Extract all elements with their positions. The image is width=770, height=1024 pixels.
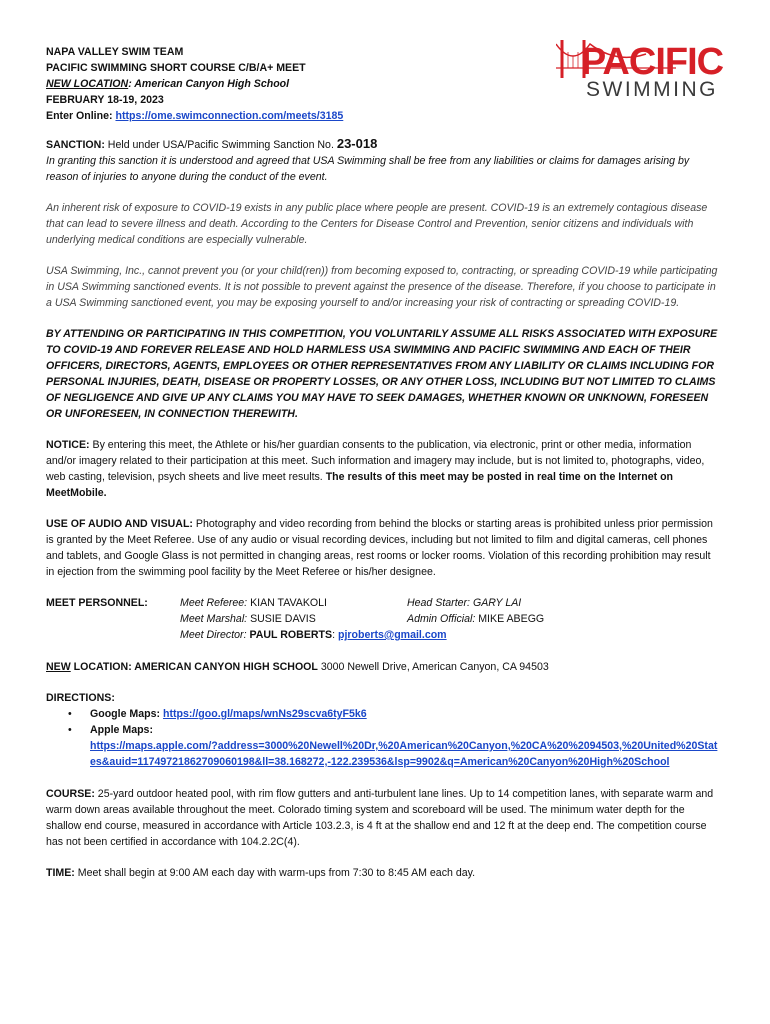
location-section (46, 659, 718, 675)
course-section (46, 786, 718, 850)
time-label: TIME: (46, 867, 75, 879)
directions-list (46, 706, 718, 770)
new-location-line (46, 76, 526, 92)
meet-title: PACIFIC SWIMMING SHORT COURSE C/B/A+ MEET (46, 62, 306, 74)
audio-visual-label: USE OF AUDIO AND VISUAL: (46, 518, 193, 530)
location-label: LOCATION: AMERICAN CANYON HIGH SCHOOL (70, 661, 318, 673)
notice-label: NOTICE: (46, 439, 90, 451)
starter-role: Head Starter: (407, 597, 473, 609)
meet-dates: FEBRUARY 18-19, 2023 (46, 94, 164, 106)
notice-section (46, 437, 718, 501)
covid-paragraph-1: An inherent risk of exposure to COVID-19 exists in any public place where people are present. COVID-19 is an extremely contagious disease that can lead to severe illness and death. According to the Centers for Disease Control and Prevention, senior citizens and individuals with underlying medical conditions are especially vulnerable. (46, 202, 708, 246)
notice-bold-text: The results of this meet may be posted in real time on the Internet on MeetMobile. (46, 471, 674, 499)
time-section (46, 865, 718, 881)
sanction-section (46, 136, 718, 185)
referee-name: KIAN TAVAKOLI (250, 597, 328, 609)
logo-pacific-text: PACIFIC (580, 41, 724, 83)
marshal-role: Meet Marshal: (180, 613, 251, 625)
directions-label: DIRECTIONS: (46, 692, 115, 704)
course-text: 25-yard outdoor heated pool, with rim flow gutters and anti-turbulent lane lines. Up to 14 competition lanes, with separate warm and warm down areas available throughout the meet. Colorado timing system and scoreboard will be used. The minimum water depth for the shallow end course, measured in accordance with Article 103.2.3, is 4 ft at the shallow end and 12 ft at the deep end. The competition course has not been certified in accordance with 104.2.2C(4). (46, 788, 714, 848)
admin-name: MIKE ABEGG (478, 613, 545, 625)
meet-header (46, 44, 526, 124)
course-label: COURSE: (46, 788, 95, 800)
covid-waiver: BY ATTENDING OR PARTICIPATING IN THIS COMPETITION, YOU VOLUNTARILY ASSUME ALL RISKS ASSOCIATED WITH EXPOSURE TO COVID-19 AND FOREVER RELEASE AND HOLD HARMLESS USA SWIMMING AND PACIFIC SWIMMING AND EACH OF THEIR OFFICERS, DIRECTORS, AGENTS, EMPLOYEES OR OTHER REPRESENTATIVES FROM ANY LIABILITY OR CLAIMS INCLUDING FOR PERSONAL INJURIES, DEATH, DISEASE OR PROPERTY LOSSES, OR ANY OTHER LOSS, INCLUDING BUT NOT LIMITED TO CLAIMS OF NEGLIGENCE AND GIVE UP ANY CLAIMS YOU MAY HAVE TO SEEK DAMAGES, WHETHER KNOWN OR UNKNOWN, FORESEEN OR UNFORESEEN, IN CONNECTION THEREWITH. (46, 328, 718, 420)
team-name: NAPA VALLEY SWIM TEAM (46, 46, 184, 58)
apple-maps-link[interactable]: https://maps.apple.com/?address=3000%20Newell%20Dr,%20American%20Canyon,%20CA%20%2094503,%20United%20States&auid=11749721862709060198&ll=38.168272,-122.239536&lsp=9902&q=American%20Canyon%20High%20School (90, 740, 718, 768)
new-location-label: NEW LOCATION (46, 78, 129, 90)
directions-section (46, 690, 718, 770)
logo-swimming-text: SWIMMING (586, 78, 718, 101)
meet-personnel (46, 595, 718, 643)
time-text: Meet shall begin at 9:00 AM each day with warm-ups from 7:30 to 8:45 AM each day. (74, 867, 476, 879)
directions-apple-item (90, 722, 718, 770)
starter-name: GARY LAI (472, 597, 522, 609)
director-email-link[interactable]: pjroberts@gmail.com (337, 629, 447, 641)
sanction-text: Held under USA/Pacific Swimming Sanction No. (104, 139, 337, 151)
marshal-name: SUSIE DAVIS (250, 613, 316, 625)
location-new: NEW (46, 661, 71, 673)
google-maps-link[interactable]: https://goo.gl/maps/wnNs29scva6tyF5k6 (162, 708, 367, 720)
location-address: 3000 Newell Drive, American Canyon, CA 94503 (317, 661, 549, 673)
admin-role: Admin Official: (407, 613, 479, 625)
sanction-statement: In granting this sanction it is understood and agreed that USA Swimming shall be free from any liabilities or claims for damages arising by reason of injuries to anyone during the conduct of the event. (46, 155, 690, 183)
enter-online-link[interactable]: https://ome.swimconnection.com/meets/3185 (115, 110, 344, 122)
sanction-number: 23-018 (336, 136, 378, 151)
notice-text: By entering this meet, the Athlete or his/her guardian consents to the publication, via electronic, print or other media, information and/or imagery related to their participation at this meet. Such information and imagery may include, but is not limited to, photographs, video, web casting, television, psych sheets and live meet results. (46, 439, 705, 483)
audio-visual-section (46, 516, 718, 580)
personnel-label: MEET PERSONNEL: (46, 597, 148, 609)
directions-google-item (90, 706, 718, 722)
enter-online-label: Enter Online: (46, 110, 116, 122)
sanction-label: SANCTION: (46, 139, 105, 151)
audio-visual-text: Photography and video recording from behind the blocks or starting areas is prohibited unless prior permission is granted by the Meet Referee. Use of any audio or visual recording devices, including but not limited to film and digital cameras, cell phones and tablets, and Google Glass is not permitted in changing areas, rest rooms or locker rooms. Violation of this recording prohibition may result in ejection from the swimming pool facility by the Meet Referee or his/her designee. (46, 518, 713, 578)
director-name: PAUL ROBERTS (249, 629, 333, 641)
pacific-swimming-logo (556, 38, 732, 102)
new-location-value: : American Canyon High School (128, 78, 290, 90)
document-body (46, 136, 718, 896)
personnel-column-2 (407, 595, 707, 627)
director-role: Meet Director: (180, 629, 250, 641)
director-separator: : (332, 629, 338, 641)
referee-role: Meet Referee: (180, 597, 251, 609)
google-maps-label: Google Maps: (90, 708, 163, 720)
covid-paragraph-2: USA Swimming, Inc., cannot prevent you (or your child(ren)) from becoming exposed to, contracting, or spreading COVID-19 while participating in USA Swimming sanctioned events. It is not possible to prevent against the presence of the disease. Therefore, if you choose to participate in a USA Swimming sanctioned event, you may be exposing yourself to and/or increasing your risk of contracting or spreading COVID-19. (46, 265, 718, 309)
enter-online-line (46, 108, 526, 124)
apple-maps-label: Apple Maps: (90, 724, 153, 736)
